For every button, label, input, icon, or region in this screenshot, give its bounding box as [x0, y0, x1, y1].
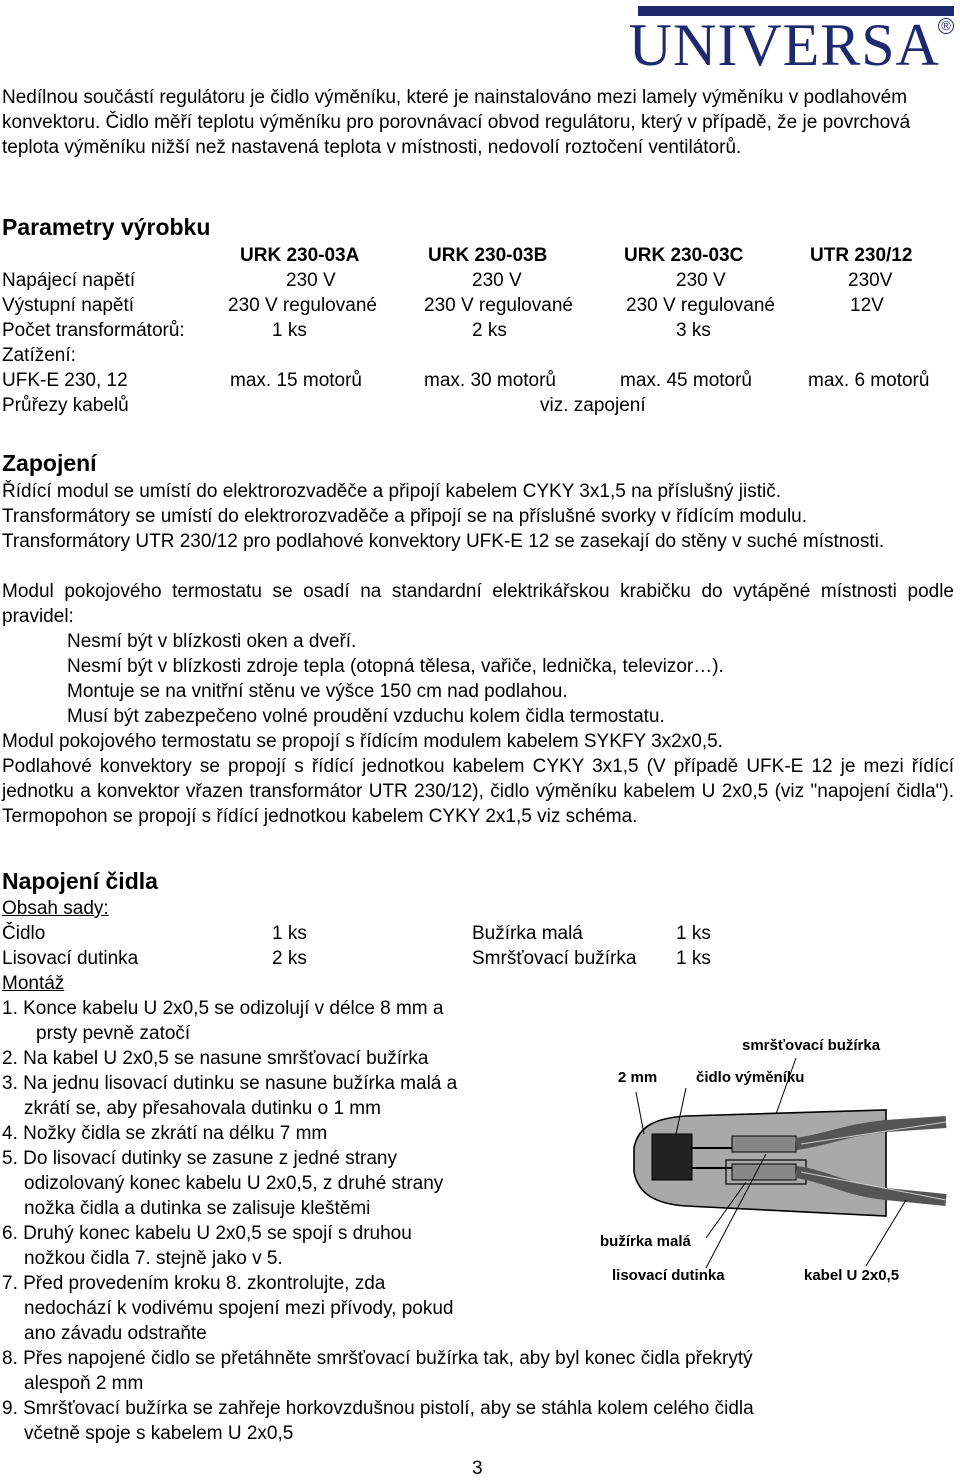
zapojeni-paragraph: Podlahové konvektory se propojí s řídící jednotkou kabelem CYKY 3x1,5 (V případě UFK-E 12 je mezi řídící jednotku a konvektor vřazen transformátor UTR 230/12), čidlo výměníku kabelem U 2x0,5 (viz "napojení čidla"). Termopohon se propojí s řídící jednotkou kabelem CYKY 2x1,5 viz schéma. [2, 756, 954, 827]
zapojeni-paragraph: Řídící modul se umístí do elektrorozvaděče a připojí kabelem CYKY 3x1,5 na příslušný jistič. [2, 481, 782, 502]
cell: max. 30 motorů [424, 370, 556, 391]
crimp-tube [732, 1136, 796, 1152]
step-line: 9. Smršťovací bužírka se zahřeje horkovzdušnou pistolí, aby se stáhla kolem celého čidla [2, 1398, 754, 1419]
cell: 12V [850, 295, 884, 316]
cell: max. 45 motorů [620, 370, 752, 391]
step-8 [2, 1346, 753, 1396]
rule-item: Montuje se na vnitřní stěnu ve výšce 150 cm nad podlahou. [67, 681, 568, 702]
zapojeni-paragraph: Modul pokojového termostatu se propojí s řídícím modulem kabelem SYKFY 3x2x0,5. [2, 731, 723, 752]
step-line: alespoň 2 mm [24, 1373, 144, 1394]
zapojeni-heading: Zapojení [2, 450, 97, 476]
kit-name: Čidlo [2, 923, 46, 944]
zapojeni-paragraph: Transformátory UTR 230/12 pro podlahové konvektory UFK-E 12 se zasekají do stěny v suché místnosti. [2, 531, 885, 552]
row-label: Zatížení: [2, 345, 76, 366]
cell: 1 ks [272, 320, 307, 341]
label-small-tube: bužírka malá [600, 1233, 691, 1250]
step-line: odizolovaný konec kabelu U 2x0,5, z druhé strany [24, 1173, 444, 1194]
step-line: nožka čidla a dutinka se zalisuje kleštěmi [24, 1198, 371, 1219]
cell: 230 V [472, 270, 522, 291]
step-line: nedochází k vodivému spojení mezi přívody, pokud [24, 1298, 454, 1319]
universa-logo [628, 4, 954, 78]
step-4 [2, 1121, 327, 1146]
params-header-row [0, 243, 960, 268]
params-row [0, 343, 960, 368]
cell: 230 V [286, 270, 336, 291]
kit-qty: 1 ks [676, 948, 711, 969]
cell: 2 ks [472, 320, 507, 341]
kit-row [0, 921, 960, 946]
cell: 230 V regulované [626, 295, 775, 316]
col-header: URK 230-03B [428, 245, 548, 266]
step-line: 8. Přes napojené čidlo se přetáhněte smršťovací bužírka tak, aby byl konec čidla překrytý [2, 1348, 753, 1369]
logo-text: UNIVERSA [628, 12, 940, 78]
step-line: 4. Nožky čidla se zkrátí na délku 7 mm [2, 1123, 328, 1144]
cell: 230V [848, 270, 893, 291]
cell: max. 15 motorů [230, 370, 362, 391]
leader-line [636, 1092, 644, 1134]
cell: 230 V [676, 270, 726, 291]
step-line: nožkou čidla 7. stejně jako v 5. [24, 1248, 283, 1269]
page-number: 3 [472, 1458, 483, 1479]
step-5 [2, 1146, 443, 1221]
kit-name: Bužírka malá [472, 923, 583, 944]
params-row [0, 368, 960, 393]
rule-item: Musí být zabezpečeno volné proudění vzduchu kolem čidla termostatu. [67, 706, 665, 727]
kit-qty: 2 ks [272, 948, 307, 969]
rule-item: Nesmí být v blízkosti zdroje tepla (otopná tělesa, vařiče, lednička, televizor…). [67, 656, 724, 677]
params-row [0, 393, 960, 418]
rule-item: Nesmí být v blízkosti oken a dveří. [67, 631, 357, 652]
row-label: UFK-E 230, 12 [2, 370, 128, 391]
params-heading: Parametry výrobku [2, 214, 211, 240]
row-label: Napájecí napětí [2, 270, 136, 291]
label-mm: 2 mm [618, 1069, 658, 1086]
kit-qty: 1 ks [272, 923, 307, 944]
label-shrink: smršťovací bužírka [742, 1037, 881, 1054]
kit-row [0, 946, 960, 971]
step-line: 6. Druhý konec kabelu U 2x0,5 se spojí s druhou [2, 1223, 412, 1244]
sensor-body [652, 1134, 692, 1180]
kit-name: Smršťovací bužírka [472, 948, 637, 969]
step-3 [2, 1071, 457, 1121]
cell: viz. zapojení [540, 395, 646, 416]
step-line: 3. Na jednu lisovací dutinku se nasune bužírka malá a [2, 1073, 458, 1094]
step-1 [2, 996, 443, 1046]
step-line: 2. Na kabel U 2x0,5 se nasune smršťovací bužírka [2, 1048, 429, 1069]
label-crimp: lisovací dutinka [612, 1267, 725, 1284]
label-cable: kabel U 2x0,5 [804, 1267, 900, 1284]
crimp-tube [732, 1164, 796, 1180]
step-7 [2, 1271, 454, 1346]
col-header: URK 230-03C [624, 245, 744, 266]
kit-heading: Obsah sady: [2, 898, 109, 919]
params-row [0, 318, 960, 343]
step-6 [2, 1221, 412, 1271]
cell: 3 ks [676, 320, 711, 341]
step-2 [2, 1046, 428, 1071]
col-header: URK 230-03A [240, 245, 360, 266]
row-label: Průřezy kabelů [2, 395, 129, 416]
step-line: 1. Konce kabelu U 2x0,5 se odizolují v délce 8 mm a [2, 998, 444, 1019]
step-line: ano závadu odstraňte [24, 1323, 207, 1344]
params-row [0, 268, 960, 293]
cell: 230 V regulované [228, 295, 377, 316]
step-line: 7. Před provedením kroku 8. zkontrolujte, zda [2, 1273, 386, 1294]
kit-qty: 1 ks [676, 923, 711, 944]
kit-name: Lisovací dutinka [2, 948, 139, 969]
step-line: 5. Do lisovací dutinky se zasune z jedné strany [2, 1148, 397, 1169]
step-line: prsty pevně zatočí [36, 1023, 191, 1044]
params-row [0, 293, 960, 318]
montaz-heading: Montáž [2, 973, 65, 994]
napojeni-heading: Napojení čidla [2, 868, 158, 894]
label-sensor: čidlo výměníku [696, 1069, 805, 1086]
step-line: zkrátí se, aby přesahovala dutinku o 1 mm [24, 1098, 381, 1119]
col-header: UTR 230/12 [810, 245, 913, 266]
cell: max. 6 motorů [808, 370, 930, 391]
row-label: Výstupní napětí [2, 295, 135, 316]
sensor-connection-diagram [586, 1030, 956, 1292]
step-line: včetně spoje s kabelem U 2x0,5 [24, 1423, 294, 1444]
zapojeni-paragraph: Modul pokojového termostatu se osadí na standardní elektrikářskou krabičku do vytápěné místnosti podle pravidel: [2, 581, 954, 627]
cell: 230 V regulované [424, 295, 573, 316]
registered-mark: ® [938, 18, 954, 34]
zapojeni-paragraph: Transformátory se umístí do elektrorozvaděče a připojí se na příslušné svorky v řídícím modulu. [2, 506, 808, 527]
intro-paragraph: Nedílnou součástí regulátoru je čidlo výměníku, které je nainstalováno mezi lamely výměníku v podlahovém konvektoru. Čidlo měří teplotu výměníku pro porovnávací obvod regulátoru, který v případě, že je povrchová teplota výměníku nižší než nastavená teplota v místnosti, nedovolí roztočení ventilátorů. [2, 87, 911, 158]
row-label: Počet transformátorů: [2, 320, 185, 341]
step-9 [2, 1396, 754, 1446]
leader-line [776, 1058, 796, 1114]
